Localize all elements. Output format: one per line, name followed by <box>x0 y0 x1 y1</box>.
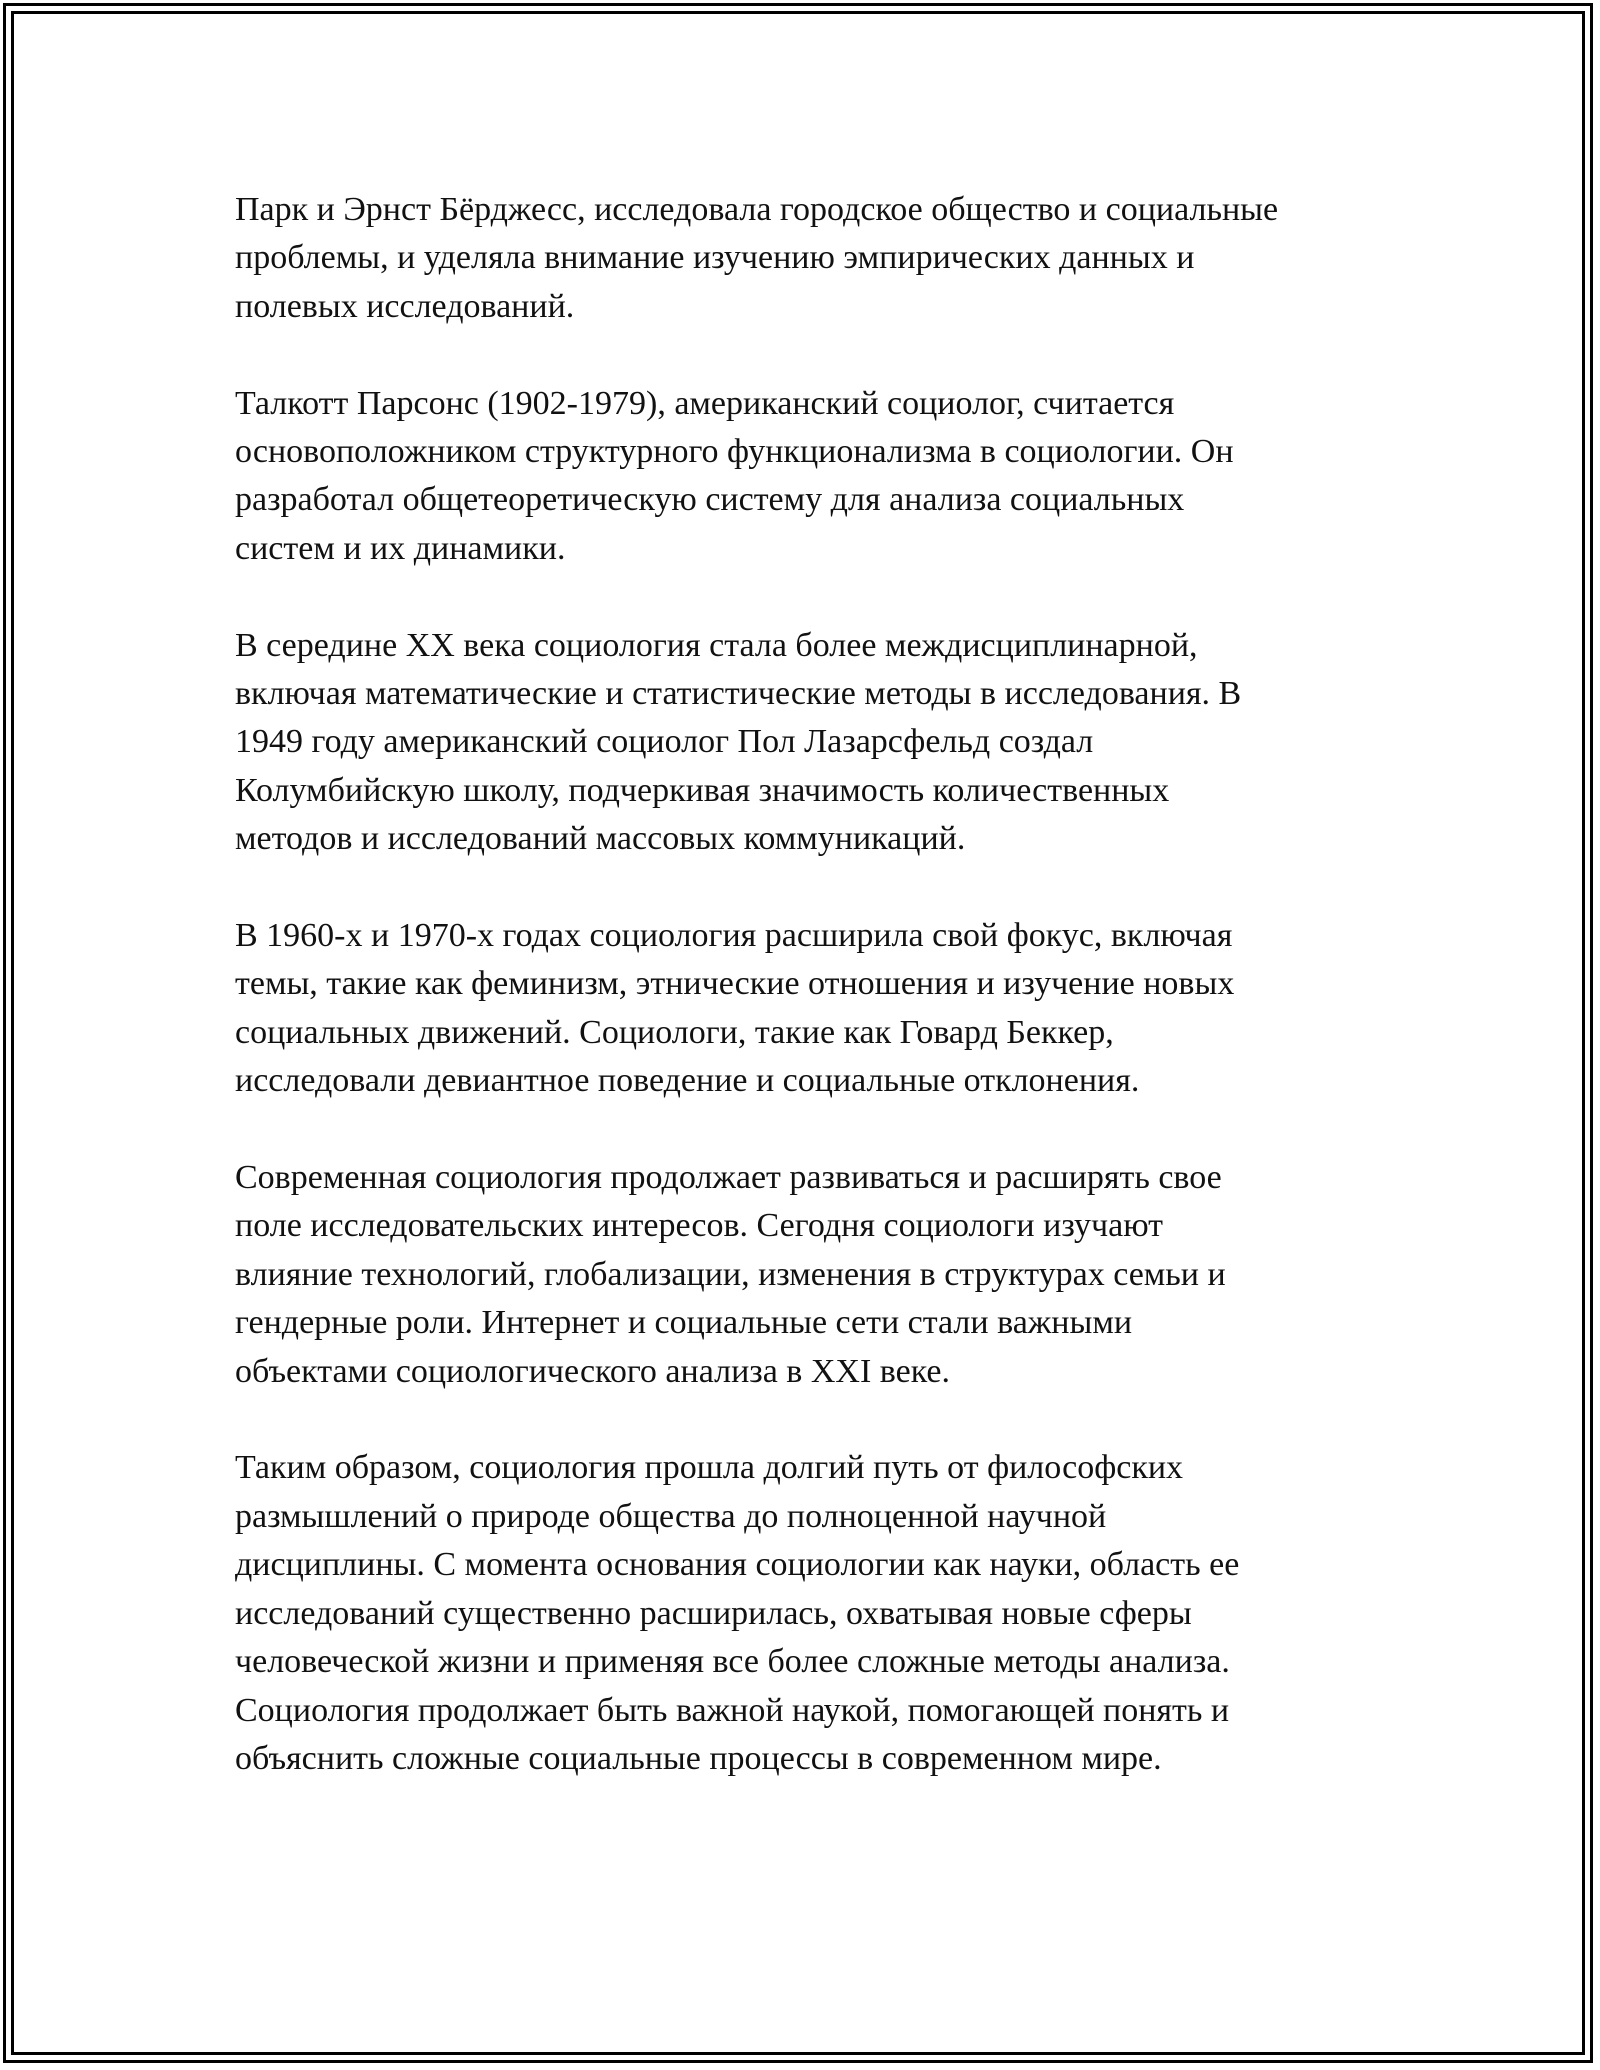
text-line: Талкотт Парсонс (1902-1979), американский социолог, считается <box>235 384 1175 422</box>
paragraph-4 <box>235 912 1395 1106</box>
paragraph-5 <box>235 1154 1395 1396</box>
text-line: человеческой жизни и применяя все более сложные методы анализа. <box>235 1643 1230 1681</box>
text-line: дисциплины. С момента основания социологии как науки, область ее <box>235 1546 1240 1584</box>
text-line: Парк и Эрнст Бёрджесс, исследовала городское общество и социальные <box>235 191 1279 228</box>
text-line: В 1960-х и 1970-х годах социология расширила свой фокус, включая <box>235 917 1233 955</box>
text-line: Современная социология продолжает развиваться и расширять свое <box>235 1159 1222 1197</box>
text-line: объяснить сложные социальные процессы в современном мире. <box>235 1739 1162 1777</box>
text-line: объектами социологического анализа в XXI веке. <box>235 1352 950 1390</box>
text-line: поле исследовательских интересов. Сегодня социологи изучают <box>235 1207 1164 1245</box>
text-line: исследований существенно расширилась, охватывая новые сферы <box>235 1594 1192 1632</box>
text-line: исследовали девиантное поведение и социальные отклонения. <box>235 1062 1140 1100</box>
text-line: Социология продолжает быть важной наукой, помогающей понять и <box>235 1691 1230 1729</box>
text-line: полевых исследований. <box>235 287 575 325</box>
text-line: методов и исследований массовых коммуникаций. <box>235 820 966 858</box>
text-line: социальных движений. Социологи, такие как Говард Беккер, <box>235 1013 1114 1051</box>
text-line: разработал общетеоретическую систему для анализа социальных <box>235 481 1185 519</box>
text-line: размышлений о природе общества до полноценной научной <box>235 1497 1107 1535</box>
text-line: влияние технологий, глобализации, изменения в структурах семьи и <box>235 1255 1226 1293</box>
text-line: проблемы, и уделяла внимание изучению эмпирических данных и <box>235 239 1195 277</box>
text-line: включая математические и статистические методы в исследования. В <box>235 675 1242 713</box>
document-body <box>235 186 1395 1832</box>
text-line: основоположником структурного функционализма в социологии. Он <box>235 433 1234 471</box>
text-line: 1949 году американский социолог Пол Лазарсфельд создал <box>235 723 1094 761</box>
paragraph-1 <box>235 186 1395 331</box>
text-line: Таким образом, социология прошла долгий путь от философских <box>235 1449 1184 1487</box>
text-line: Колумбийскую школу, подчеркивая значимость количественных <box>235 771 1170 809</box>
text-line: темы, такие как феминизм, этнические отношения и изучение новых <box>235 965 1235 1003</box>
paragraph-2 <box>235 380 1395 574</box>
paragraph-6 <box>235 1444 1395 1783</box>
text-line: В середине XX века социология стала более междисциплинарной, <box>235 626 1198 664</box>
paragraph-3 <box>235 622 1395 864</box>
text-line: систем и их динамики. <box>235 529 566 567</box>
text-line: гендерные роли. Интернет и социальные сети стали важными <box>235 1304 1133 1342</box>
